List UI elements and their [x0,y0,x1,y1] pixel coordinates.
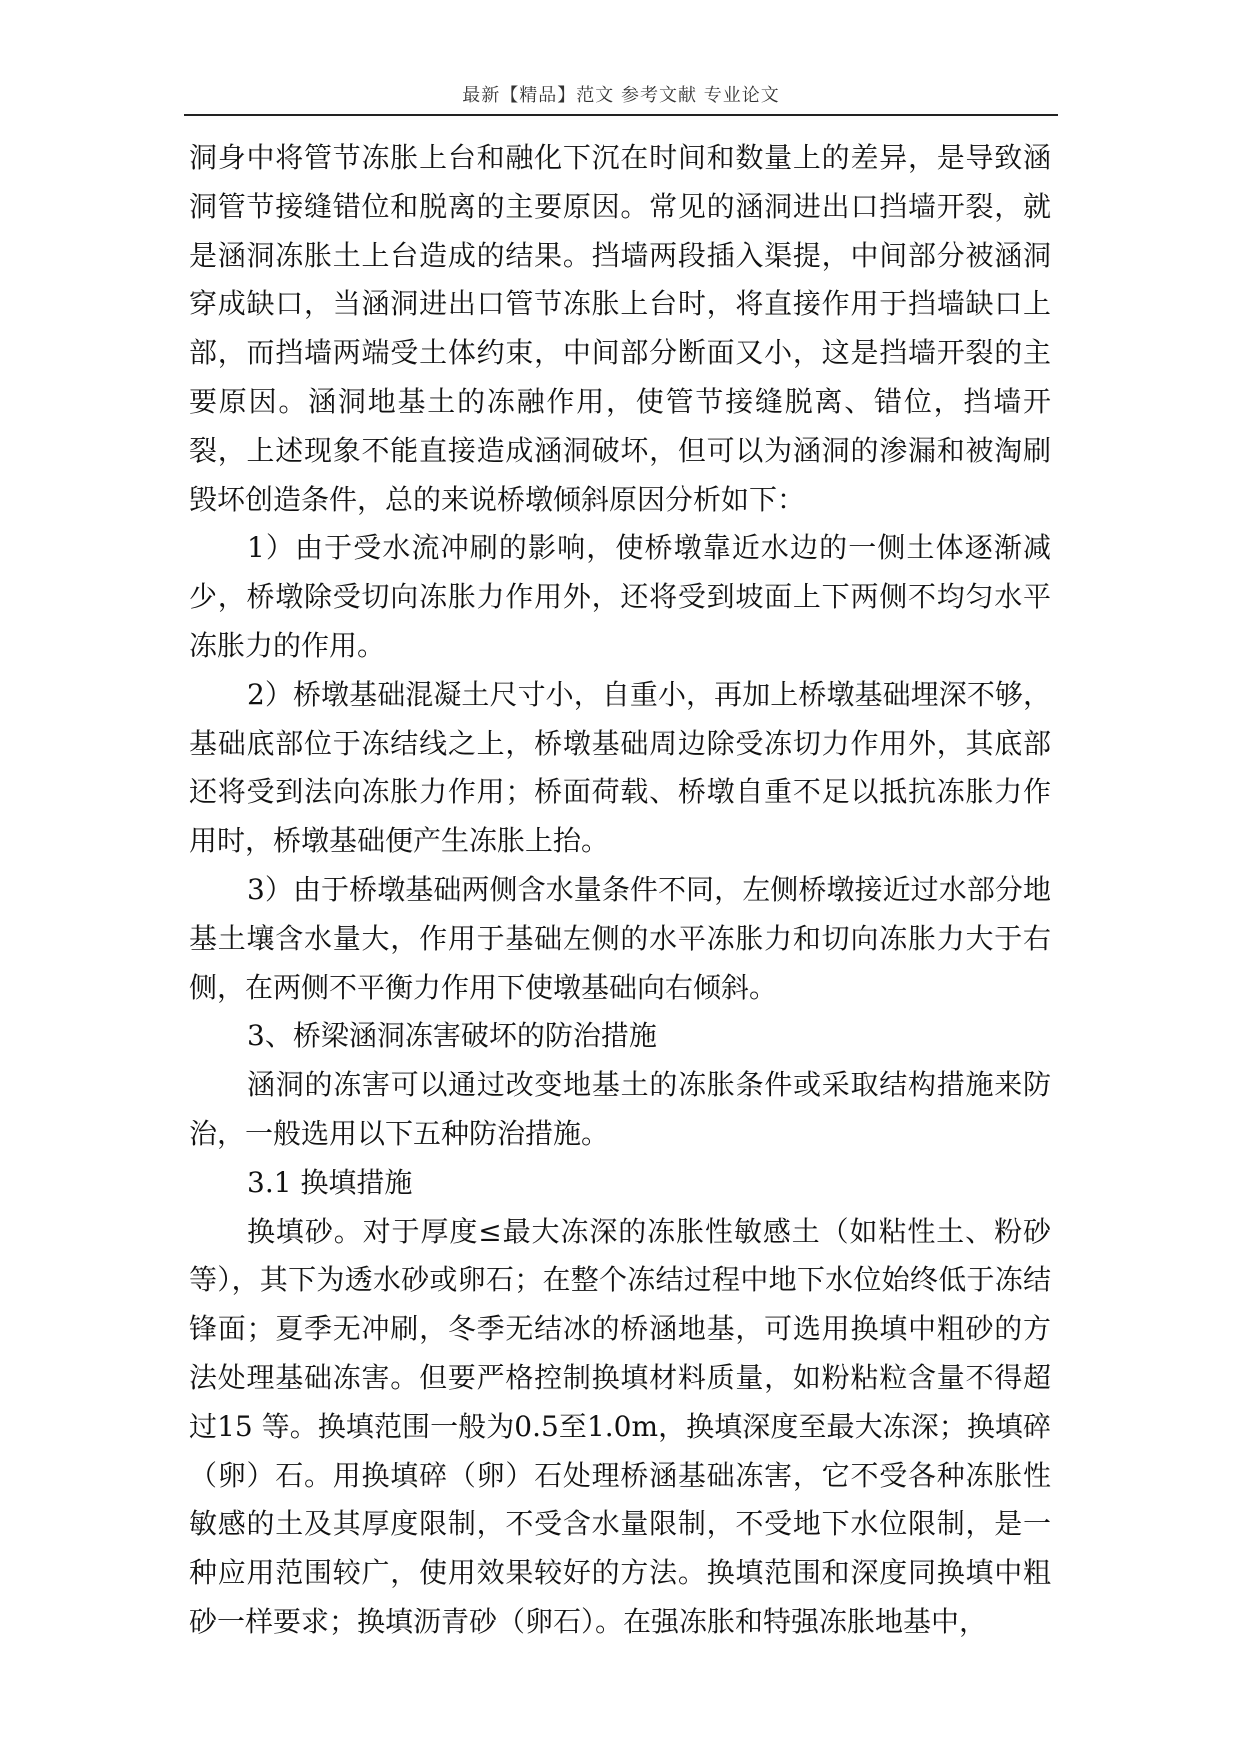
body-text [189,134,1051,1647]
subsection-heading: 3.1 换填措施 [247,1165,413,1199]
paragraph: 洞身中将管节冻胀上台和融化下沉在时间和数量上的差异，是导致涵洞管节接缝错位和脱离的主要原因。常见的涵洞进出口挡墙开裂，就是涵洞冻胀土上台造成的结果。挡墙两段插入渠提，中间部分被涵洞穿成缺口，当涵洞进出口管节冻胀上台时，将直接作用于挡墙缺口上部，而挡墙两端受土体约束，中间部分断面又小，这是挡墙开裂的主要原因。涵洞地基土的冻融作用，使管节接缝脱离、错位，挡墙开裂，上述现象不能直接造成涵洞破坏，但可以为涵洞的渗漏和被淘刷毁坏创造条件，总的来说桥墩倾斜原因分析如下： [189,141,1051,516]
paragraph: 2）桥墩基础混凝土尺寸小，自重小，再加上桥墩基础埋深不够，基础底部位于冻结线之上，桥墩基础周边除受冻切力作用外，其底部还将受到法向冻胀力作用；桥面荷载、桥墩自重不足以抵抗冻胀力作用时，桥墩基础便产生冻胀上抬。 [189,677,1051,858]
paragraph: 1）由于受水流冲刷的影响，使桥墩靠近水边的一侧土体逐渐减少，桥墩除受切向冻胀力作用外，还将受到坡面上下两侧不均匀水平冻胀力的作用。 [189,531,1051,662]
header-divider [184,114,1058,116]
section-heading: 3、桥梁涵洞冻害破坏的防治措施 [247,1019,657,1053]
paragraph: 3）由于桥墩基础两侧含水量条件不同，左侧桥墩接近过水部分地基土壤含水量大，作用于基础左侧的水平冻胀力和切向冻胀力大于右侧，在两侧不平衡力作用下使墩基础向右倾斜。 [189,872,1051,1004]
paragraph: 换填砂。对于厚度≤最大冻深的冻胀性敏感土（如粘性土、粉砂等），其下为透水砂或卵石；在整个冻结过程中地下水位始终低于冻结锋面；夏季无冲刷，冬季无结冰的桥涵地基，可选用换填中粗砂的方法处理基础冻害。但要严格控制换填材料质量，如粉粘粒含量不得超过15 等。换填范围一般为0.5至1.0m，换填深度至最大冻深；换填碎（卵）石。用换填碎（卵）石处理桥涵基础冻害，它不受各种冻胀性敏感的土及其厚度限制，不受含水量限制，不受地下水位限制，是一种应用范围较广，使用效果较好的方法。换填范围和深度同换填中粗砂一样要求；换填沥青砂（卵石）。在强冻胀和特强冻胀地基中， [189,1214,1051,1638]
paragraph: 涵洞的冻害可以通过改变地基土的冻胀条件或采取结构措施来防治，一般选用以下五种防治措施。 [189,1068,1051,1150]
page-header: 最新【精品】范文 参考文献 专业论文 [462,85,780,106]
